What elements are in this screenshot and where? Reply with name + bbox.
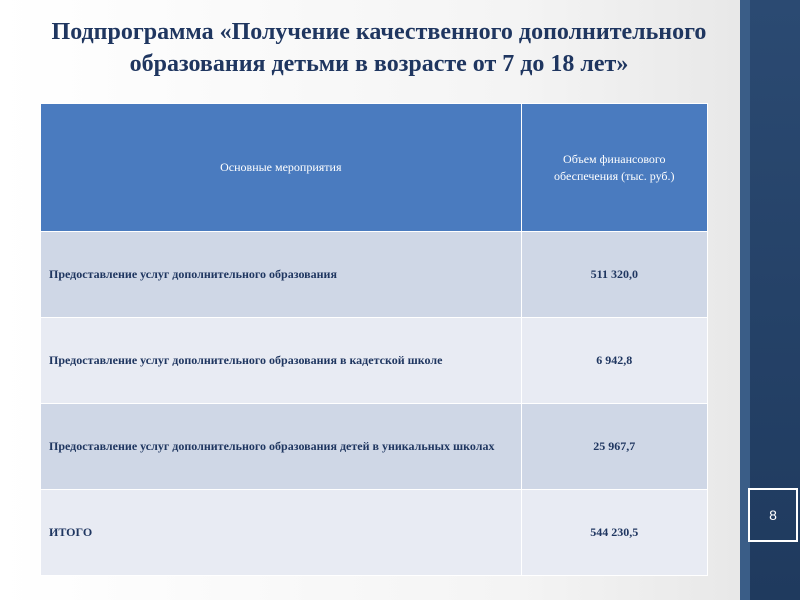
page-number-text: 8 bbox=[769, 507, 777, 523]
event-cell: Предоставление услуг дополнительного образования в кадетской школе bbox=[41, 318, 522, 404]
amount-cell: 511 320,0 bbox=[521, 232, 707, 318]
page-number bbox=[748, 488, 798, 542]
event-cell: Предоставление услуг дополнительного образования детей в уникальных школах bbox=[41, 404, 522, 490]
table-row bbox=[41, 318, 708, 404]
total-label-cell: ИТОГО bbox=[41, 490, 522, 576]
funding-table bbox=[40, 103, 708, 576]
total-amount-cell: 544 230,5 bbox=[521, 490, 707, 576]
slide-title: Подпрограмма «Получение качественного дополнительного образования детьми в возрасте от 7 до 18 лет» bbox=[51, 19, 707, 77]
amount-cell: 25 967,7 bbox=[521, 404, 707, 490]
amount-cell: 6 942,8 bbox=[521, 318, 707, 404]
table-header-row bbox=[41, 104, 708, 232]
table-row bbox=[41, 232, 708, 318]
table-row-total bbox=[41, 490, 708, 576]
header-events: Основные мероприятия bbox=[41, 104, 522, 232]
header-funding: Объем финансового обеспечения (тыс. руб.) bbox=[521, 104, 707, 232]
event-cell: Предоставление услуг дополнительного образования bbox=[41, 232, 522, 318]
table-row bbox=[41, 404, 708, 490]
